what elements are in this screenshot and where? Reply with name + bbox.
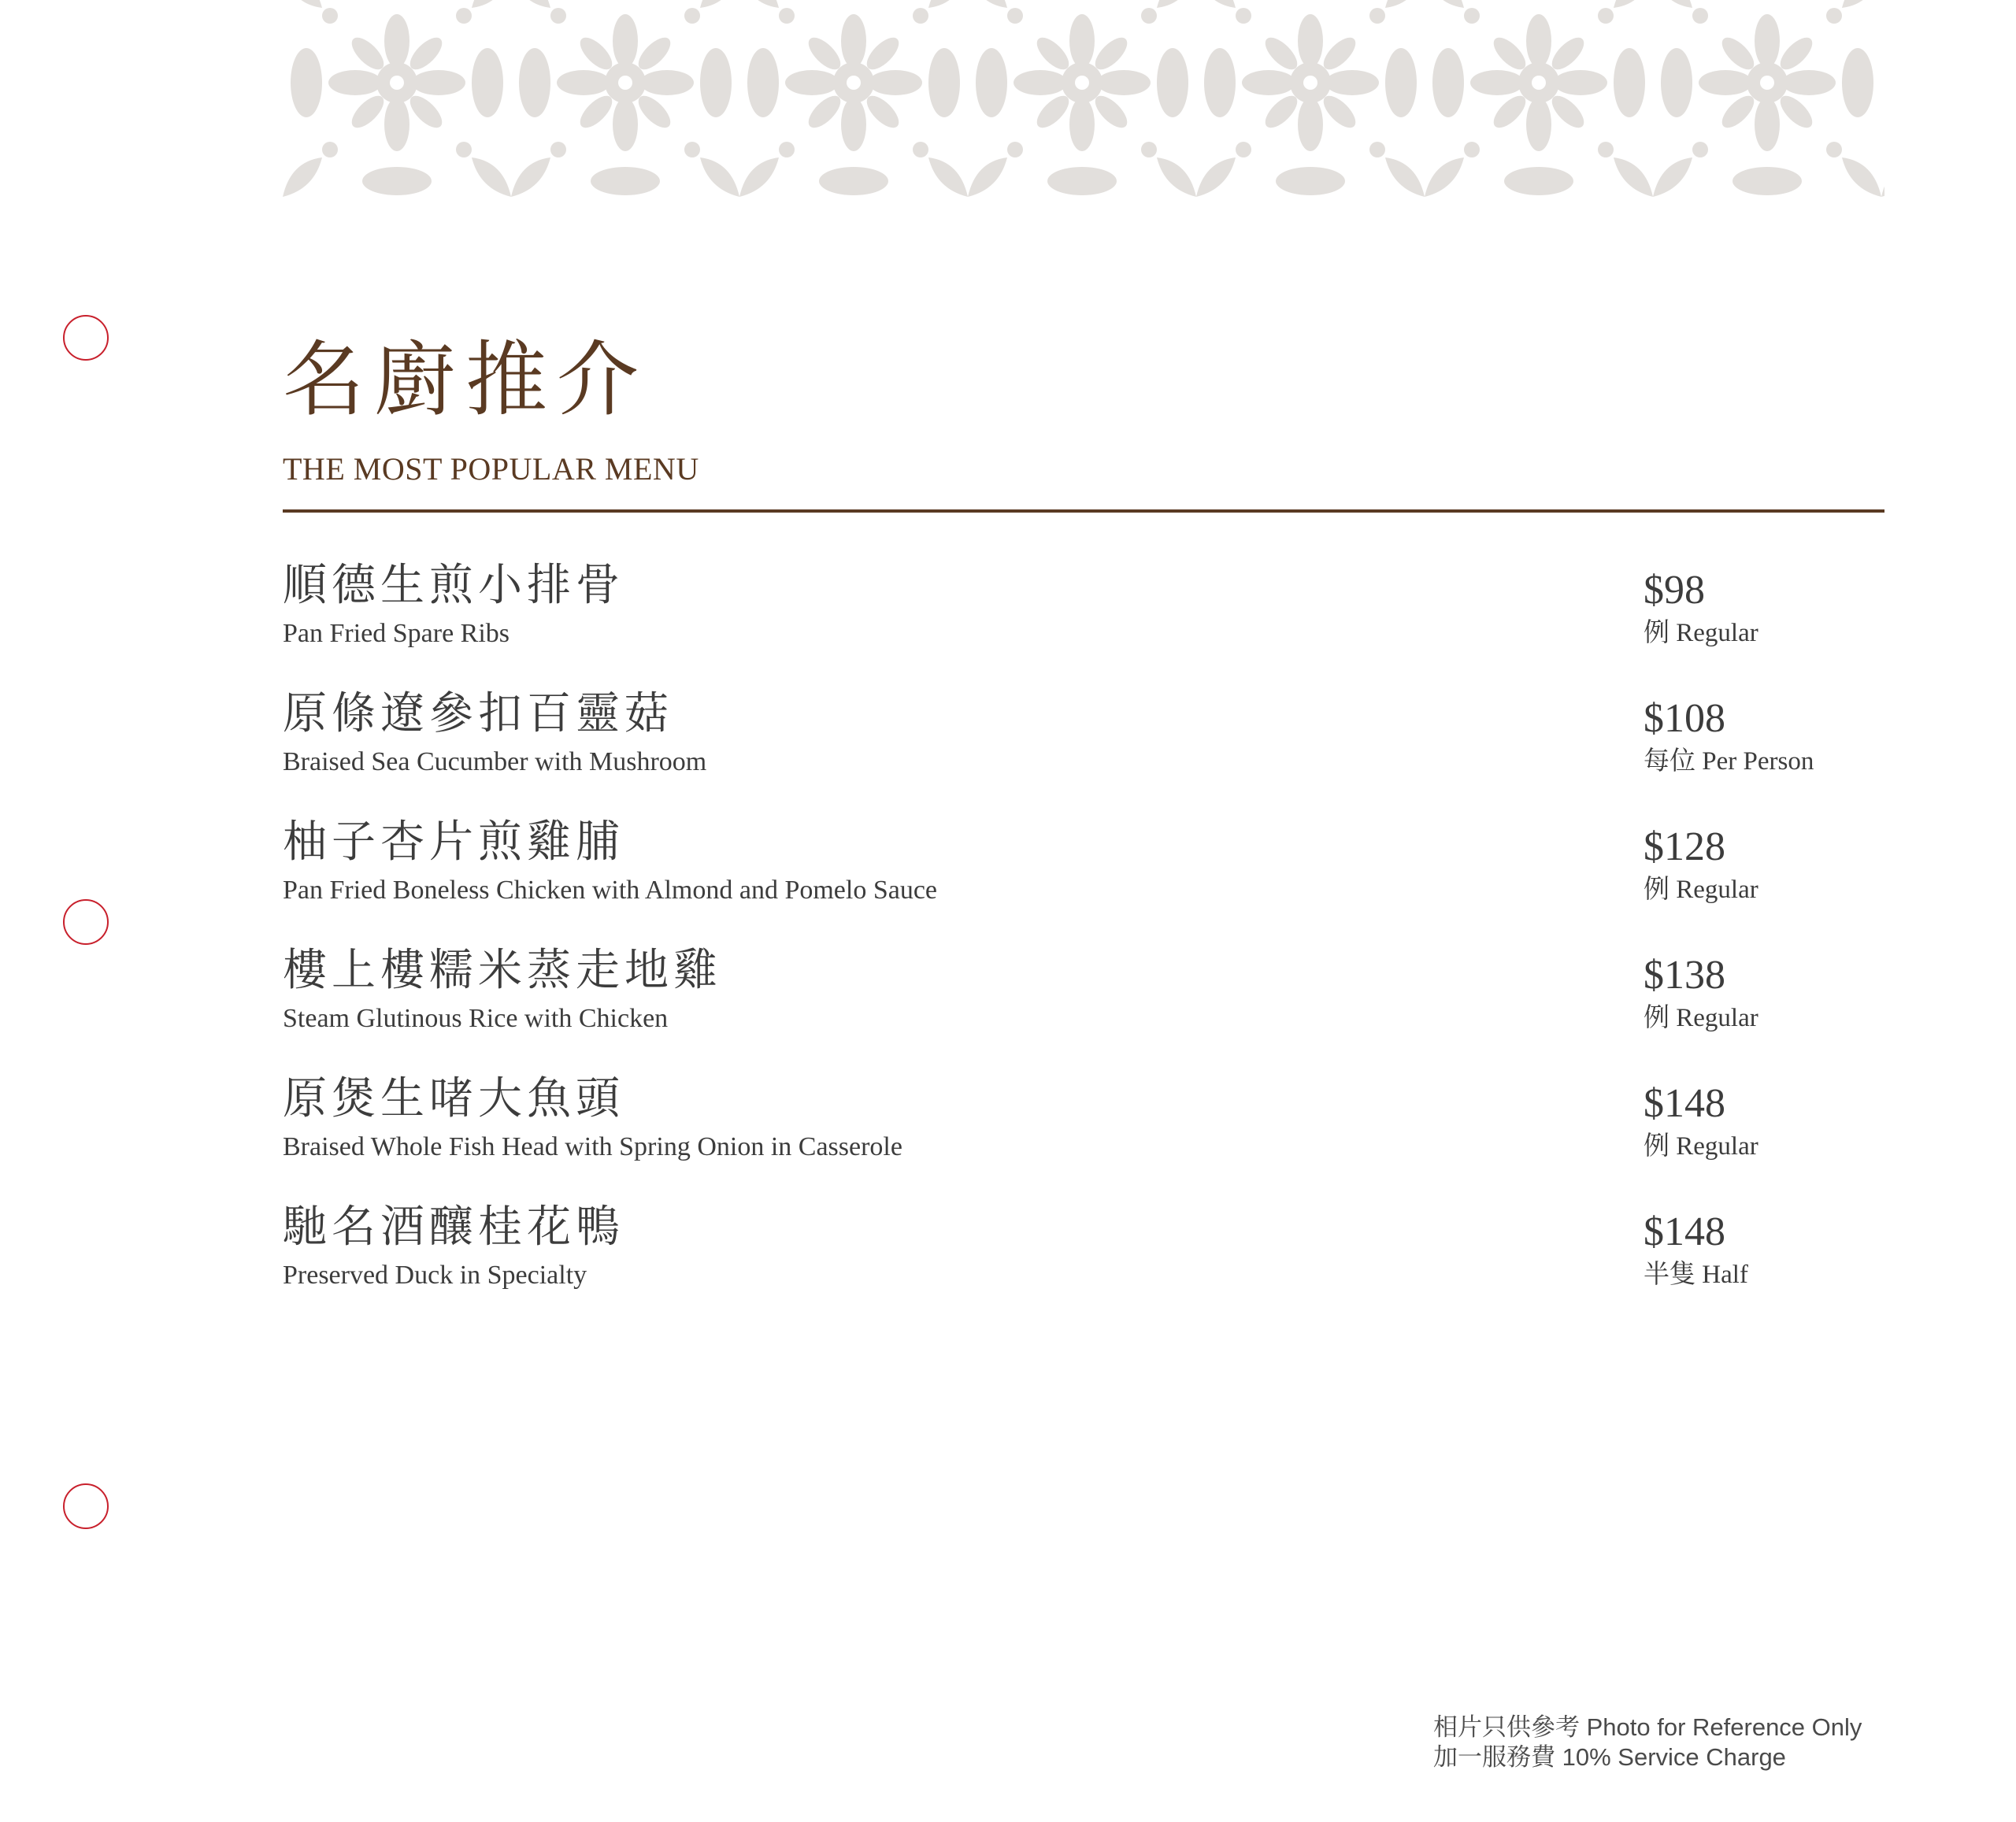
- dish-price: $148: [1644, 1209, 1725, 1254]
- dish-name-english: Braised Sea Cucumber with Mushroom: [283, 747, 707, 776]
- page-title-chinese: 名廚推介: [283, 331, 649, 428]
- dish-name-english: Pan Fried Boneless Chicken with Almond and Pomelo Sauce: [283, 876, 938, 905]
- dish-price: $98: [1644, 568, 1705, 613]
- dish-price: $148: [1644, 1081, 1725, 1126]
- binder-punch-hole: [63, 1483, 109, 1529]
- dish-name-chinese: 馳名酒釀桂花鴨: [283, 1202, 624, 1253]
- menu-item: [283, 688, 1884, 820]
- photo-reference-note: 相片只供參考 Photo for Reference Only: [1433, 1713, 1862, 1741]
- menu-item: [283, 817, 1884, 949]
- dish-name-chinese: 原煲生啫大魚頭: [283, 1073, 624, 1124]
- dish-name-chinese: 柚子杏片煎雞脯: [283, 817, 624, 868]
- menu-item: [283, 1073, 1884, 1205]
- page-title-english: THE MOST POPULAR MENU: [283, 451, 699, 487]
- menu-item: [283, 560, 1884, 692]
- menu-list: [283, 560, 1884, 1334]
- binder-punch-hole: [63, 899, 109, 945]
- dish-portion: 例 Regular: [1644, 1004, 1758, 1032]
- dish-portion: 每位 Per Person: [1644, 747, 1814, 776]
- dish-portion: 例 Regular: [1644, 619, 1758, 647]
- dish-portion: 例 Regular: [1644, 1132, 1758, 1161]
- dish-name-english: Preserved Duck in Specialty: [283, 1261, 587, 1290]
- menu-item: [283, 945, 1884, 1077]
- dish-price: $128: [1644, 824, 1725, 869]
- menu-item: [283, 1202, 1884, 1334]
- dish-name-english: Braised Whole Fish Head with Spring Onion in Casserole: [283, 1132, 902, 1161]
- dish-name-chinese: 原條遼參扣百靈菇: [283, 688, 673, 739]
- dish-name-english: Pan Fried Spare Ribs: [283, 619, 510, 648]
- dish-price: $138: [1644, 953, 1725, 998]
- dish-name-english: Steam Glutinous Rice with Chicken: [283, 1004, 669, 1033]
- dish-price: $108: [1644, 696, 1725, 741]
- dish-portion: 半隻 Half: [1644, 1261, 1748, 1289]
- footer-notes: [1433, 1713, 1862, 1772]
- service-charge-note: 加一服務費 10% Service Charge: [1433, 1743, 1786, 1771]
- binder-punch-hole: [63, 315, 109, 361]
- floral-pattern-banner: [283, 0, 1884, 197]
- title-divider: [283, 509, 1884, 513]
- dish-name-chinese: 樓上樓糯米蒸走地雞: [283, 945, 722, 996]
- dish-portion: 例 Regular: [1644, 876, 1758, 904]
- dish-name-chinese: 順德生煎小排骨: [283, 560, 624, 611]
